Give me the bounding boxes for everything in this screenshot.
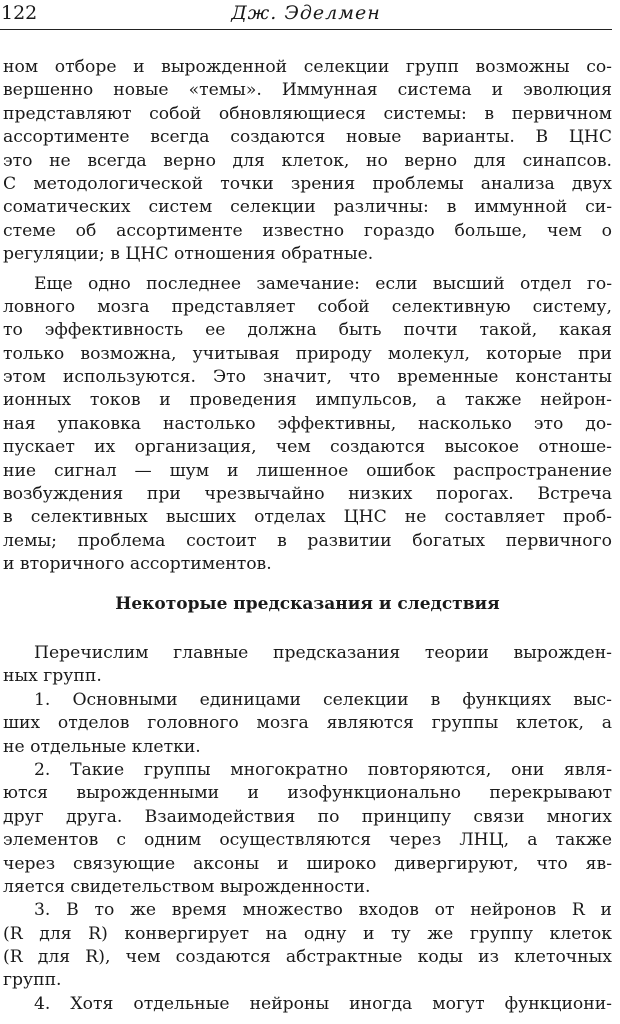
text-line: ных групп. [3,666,102,687]
text-line: (R для R) конвергирует на одну и ту же группу клеток [3,923,612,944]
text-line: только возможна, учитывая природу молекул, которые при [3,343,612,364]
text-line: 4. Хотя отдельные нейроны иногда могут функциони- [34,993,612,1014]
numbered-item [3,993,612,1016]
text-line: в селективных высших отделах ЦНС не составляет проб- [3,507,612,528]
text-line: и вторичного ассортиментов. [3,554,272,575]
text-line: Перечислим главные предсказания теории вырожден- [34,642,612,663]
text-line: регуляции; в ЦНС отношения обратные. [3,244,374,265]
text-line: через связующие аксоны и широко дивергируют, что яв- [3,853,612,874]
text-line: лемы; проблема состоит в развитии богатых первичного [3,530,612,551]
text-line: то эффективность ее должна быть почти такой, какая [3,320,612,341]
text-line: групп. [3,970,62,991]
paragraph [3,273,612,577]
text-line: элементов с одним осуществляются через ЛНЦ, а также [3,830,612,851]
text-line: возбуждения при чрезвычайно низких порогах. Встреча [3,484,612,505]
text-line: 3. В то же время множество входов от нейронов R и [34,900,612,921]
paragraph [3,56,612,267]
text-line: друг друга. Взаимодействия по принципу связи многих [3,806,612,827]
page-number: 122 [1,2,38,24]
page-header [0,0,612,30]
text-line: Еще одно последнее замечание: если высший отдел го- [34,273,612,294]
page-body [3,56,612,1016]
text-line: это не всегда верно для клеток, но верно для синапсов. [3,150,612,171]
text-line: соматических систем селекции различны: в иммунной си- [3,197,612,218]
text-line: вершенно новые «темы». Иммунная система и эволюция [3,80,612,101]
text-line: не отдельные клетки. [3,736,201,757]
paragraph [3,642,612,689]
text-line: ионных токов и проведения импульсов, а также нейрон- [3,390,612,411]
text-line: ном отборе и вырожденной селекции групп возможны со- [3,57,612,77]
text-line: этом используются. Это значит, что временные константы [3,367,612,388]
text-line: стеме об ассортименте известно гораздо больше, чем о [3,220,612,241]
text-line: ассортименте всегда создаются новые варианты. В ЦНС [3,127,612,148]
text-line: ние сигнал — шум и лишенное ошибок распространение [3,460,612,481]
numbered-item [3,759,612,899]
text-line: ших отделов головного мозга являются группы клеток, а [3,713,612,734]
text-line: представляют собой обновляющиеся системы: в первичном [3,103,612,124]
text-line: ются вырожденными и изофункционально перекрывают [3,783,612,804]
text-line: ловного мозга представляет собой селективную систему, [3,296,612,317]
text-line: ная упаковка настолько эффективны, насколько это до- [3,413,612,434]
numbered-item [3,689,612,759]
text-line: ляется свидетельством вырожденности. [3,876,371,897]
numbered-item [3,899,612,993]
section-heading: Некоторые предсказания и следствия [115,593,500,614]
text-line: 2. Такие группы многократно повторяются, они явля- [34,759,612,780]
running-head: Дж. Эделмен [231,2,381,24]
text-line: (R для R), чем создаются абстрактные коды из клеточных [3,947,612,968]
text-line: пускает их организация, чем создаются высокое отноше- [3,437,612,458]
text-line: 1. Основными единицами селекции в функциях выс- [34,689,612,710]
text-line: С методологической точки зрения проблемы анализа двух [3,173,612,194]
